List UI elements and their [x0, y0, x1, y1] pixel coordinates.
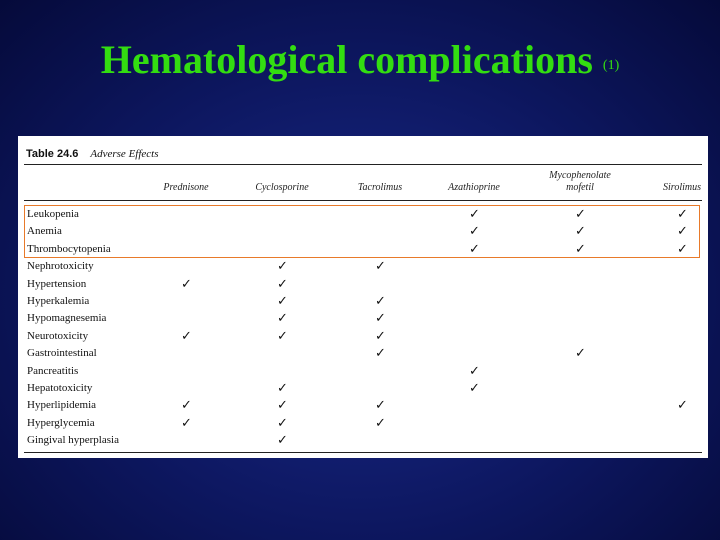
- column-header-line: mofetil: [566, 182, 594, 193]
- column-header-line: Mycophenolate: [549, 170, 611, 181]
- row-label: Hyperkalemia: [27, 295, 90, 307]
- check-icon: ✓: [375, 294, 386, 309]
- check-icon: ✓: [575, 241, 586, 257]
- check-icon: ✓: [469, 363, 480, 379]
- check-icon: ✓: [469, 381, 480, 396]
- check-icon: ✓: [677, 241, 688, 257]
- check-icon: ✓: [677, 398, 688, 414]
- column-header: [141, 182, 231, 194]
- check-icon: ✓: [277, 381, 288, 396]
- row-label: Hepatotoxicity: [27, 382, 93, 394]
- row-label: Anemia: [27, 225, 62, 238]
- column-header-line: Prednisone: [163, 182, 209, 193]
- column-header-line: Tacrolimus: [357, 182, 403, 193]
- row-label: Hyperglycemia: [27, 416, 95, 429]
- table-number: Table 24.6: [26, 148, 79, 160]
- check-icon: ✓: [375, 415, 386, 431]
- row-label: Neurotoxicity: [27, 329, 89, 342]
- check-icon: ✓: [375, 328, 386, 344]
- column-header: [637, 182, 720, 194]
- column-header-line: Azathioprine: [448, 182, 500, 193]
- check-icon: ✓: [469, 224, 480, 240]
- row-label: Thrombocytopenia: [27, 242, 111, 255]
- slide-title-text: Hematological complications: [100, 37, 593, 82]
- table-image: [18, 136, 708, 458]
- slide-title-suffix: (1): [602, 58, 620, 73]
- row-label: Pancreatitis: [27, 364, 79, 377]
- check-icon: ✓: [375, 311, 386, 327]
- check-icon: ✓: [277, 328, 288, 344]
- check-icon: ✓: [677, 224, 688, 240]
- check-icon: ✓: [375, 259, 386, 275]
- slide-title: [0, 36, 720, 90]
- check-icon: ✓: [181, 276, 192, 292]
- table-caption: [26, 148, 159, 160]
- row-label: Hyperlipidemia: [27, 399, 97, 412]
- check-icon: ✓: [277, 433, 288, 449]
- column-header-line: Cyclosporine: [255, 182, 309, 193]
- check-icon: ✓: [277, 294, 288, 309]
- row-label: Hypertension: [27, 277, 87, 290]
- row-label: Nephrotoxicity: [27, 260, 94, 273]
- table-header-rule: [24, 200, 702, 201]
- check-icon: ✓: [181, 415, 192, 431]
- check-icon: ✓: [575, 224, 586, 240]
- check-icon: ✓: [575, 346, 586, 362]
- check-icon: ✓: [677, 207, 688, 222]
- table-caption-text: Adverse Effects: [90, 148, 159, 160]
- table-top-rule: [24, 164, 702, 165]
- check-icon: ✓: [575, 207, 586, 222]
- column-header: [237, 182, 327, 194]
- check-icon: ✓: [277, 398, 288, 414]
- hematological-highlight-box: [24, 205, 700, 258]
- check-icon: ✓: [181, 398, 192, 414]
- check-icon: ✓: [277, 276, 288, 292]
- column-header: [335, 182, 425, 194]
- check-icon: ✓: [277, 415, 288, 431]
- check-icon: ✓: [469, 207, 480, 222]
- row-label: Gingival hyperplasia: [27, 434, 119, 447]
- column-header-line: Sirolimus: [663, 182, 701, 193]
- check-icon: ✓: [375, 398, 386, 414]
- column-header: [429, 182, 519, 194]
- row-label: Gastrointestinal: [27, 347, 97, 360]
- row-label: Leukopenia: [27, 208, 79, 220]
- check-icon: ✓: [375, 346, 386, 362]
- table-bottom-rule: [24, 452, 702, 453]
- column-header: [535, 170, 625, 194]
- check-icon: ✓: [181, 328, 192, 344]
- row-label: Hypomagnesemia: [27, 312, 107, 325]
- check-icon: ✓: [469, 241, 480, 257]
- check-icon: ✓: [277, 311, 288, 327]
- check-icon: ✓: [277, 259, 288, 275]
